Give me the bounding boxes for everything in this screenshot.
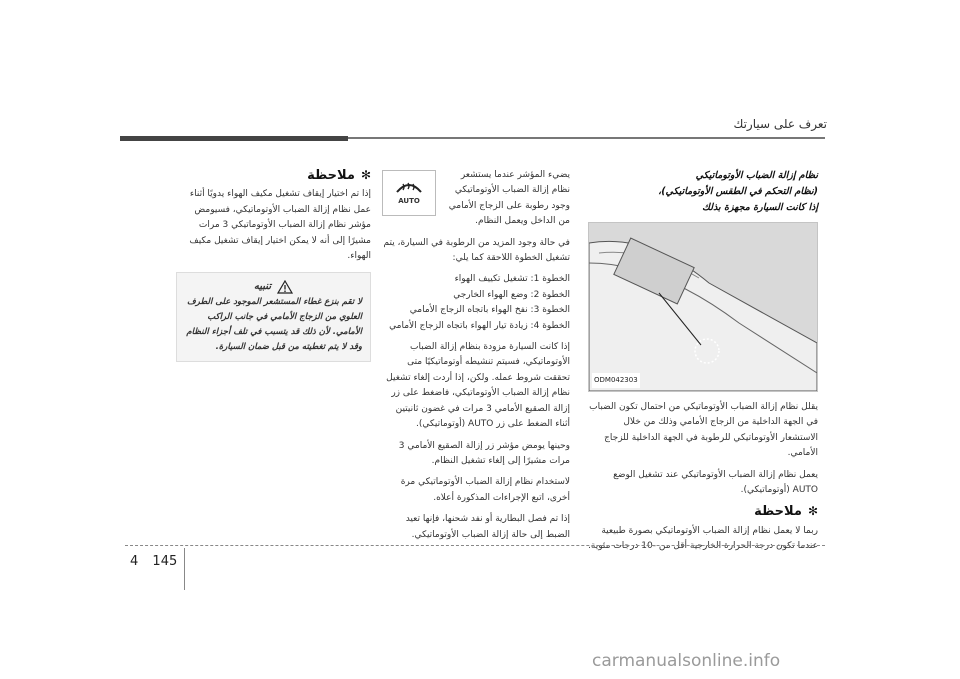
windshield-sensor-figure [588,222,818,392]
step-1: الخطوة 1: تشغيل تكييف الهواء [454,274,570,285]
step-2: الخطوة 2: وضع الهواء الخارجي [453,289,570,300]
mid-paragraph-5: لاستخدام نظام إزالة الضباب الأوتوماتيكي مرة أخرى، اتبع الإجراءات المذكورة أعلاه. [400,477,570,503]
left-note-heading [176,168,371,183]
auto-defog-indicator [382,170,436,216]
note-title: ملاحظة [754,504,802,520]
section-title-line-2: (نظام التحكم في الطقس الأوتوماتيكي)، [658,186,818,197]
watermark: carmanualsonline.info [592,651,781,671]
mid-paragraph-1: يضيء المؤشر عندما يستشعر نظام إزالة الضباب الأوتوماتيكي وجود رطوبة على الزجاج الأمامي من الداخل ويعمل النظام. [448,170,570,227]
warning-triangle-icon [277,280,293,294]
defrost-icon [394,176,424,194]
footer-vertical-rule [184,548,185,590]
left-column [176,168,371,362]
section-title-line-1: نظام إزالة الضباب الأوتوماتيكي [695,170,818,181]
section-number: 4 [130,554,139,569]
mid-paragraph-2: في حالة وجود المزيد من الرطوبة في السيارة، يتم تشغيل الخطوة اللاحقة كما يلي: [383,237,570,264]
header-rule-thin [348,137,825,139]
note-heading [588,504,818,519]
windshield-illustration [589,223,817,391]
middle-column [382,168,570,549]
footer-rule [125,545,825,546]
asterisk-icon: ✻ [360,168,371,182]
step-4: الخطوة 4: زيادة تيار الهواء باتجاه الزجاج الأمامي [389,320,570,331]
mid-paragraph-4: وحينها يومض مؤشر زر إزالة الصقيع الأمامي 3 مرات مشيرًا إلى إلغاء تشغيل النظام. [398,440,570,466]
caution-heading [185,279,362,294]
page-number-block [130,554,177,569]
figure-code: ODM042303 [592,373,640,388]
caution-title: تنبيه [253,281,272,293]
right-paragraph-2: يعمل نظام إزالة الضباب الأوتوماتيكي عند تشغيل الوضع AUTO (أوتوماتيكي). [613,469,818,496]
asterisk-icon: ✻ [807,504,818,519]
left-note-title: ملاحظة [307,168,355,183]
caution-box [176,272,371,361]
mid-paragraph-6: إذا تم فصل البطارية أو نفد شحنها، فإنها تعيد الضبط إلى حالة إزالة الضباب الأوتوماتيكي. [405,514,570,540]
step-3: الخطوة 3: نفخ الهواء باتجاه الزجاج الأمامي [409,305,570,316]
right-paragraph-1: يقلل نظام إزالة الضباب الأوتوماتيكي من احتمال تكون الضباب في الجهة الداخلية من الزجاج الأمامي وذلك من خلال الاستشعار الأوتوماتيكي للرطوبة في الجهة الداخلية للزجاج الأمامي. [589,402,818,459]
page-number: 145 [152,554,178,569]
mid-paragraph-3: إذا كانت السيارة مزودة بنظام إزالة الضباب الأوتوماتيكي، فسيتم تنشيطه أوتوماتيكيًا متى تحققت شروط عمله. ولكن، إذا أردت إلغاء تشغيل نظام إزالة الضباب الأوتوماتيكي، فاضغط على زر إزالة الصقيع الأمامي 3 مرات في غضون ثانيتين أثناء الضغط على زر AUTO (أوتوماتيكي). [386,342,570,430]
page-header-title: تعرف على سيارتك [733,117,827,131]
section-title-line-3: إذا كانت السيارة مجهزة بذلك [702,202,818,213]
auto-label: AUTO [398,197,420,206]
right-column [588,168,818,561]
right-paragraph-3: ربما لا يعمل نظام إزالة الضباب الأوتوماتيكي بصورة طبيعية عندما تكون درجة الحرارة الخارجية أقل من -10 درجات مئوية. [588,525,818,552]
header-rule-thick [120,136,348,141]
caution-text: لا تقم بنزع غطاء المستشعر الموجود على الطرف العلوي من الزجاج الأمامي في جانب الراكب الأمامي. لأن ذلك قد يتسبب في تلف أجزاء النظام وقد لا يتم تغطيته من قبل ضمان السيارة. [186,296,362,352]
left-paragraph-1: إذا تم اختيار إيقاف تشغيل مكيف الهواء يدويًا أثناء عمل نظام إزالة الضباب الأوتوماتيكي، فسيومض مؤشر نظام إزالة الضباب الأوتوماتيكي 3 مرات مشيرًا إلى أنه لا يمكن اختيار إيقاف تشغيل مكيف الهواء. [189,189,371,262]
